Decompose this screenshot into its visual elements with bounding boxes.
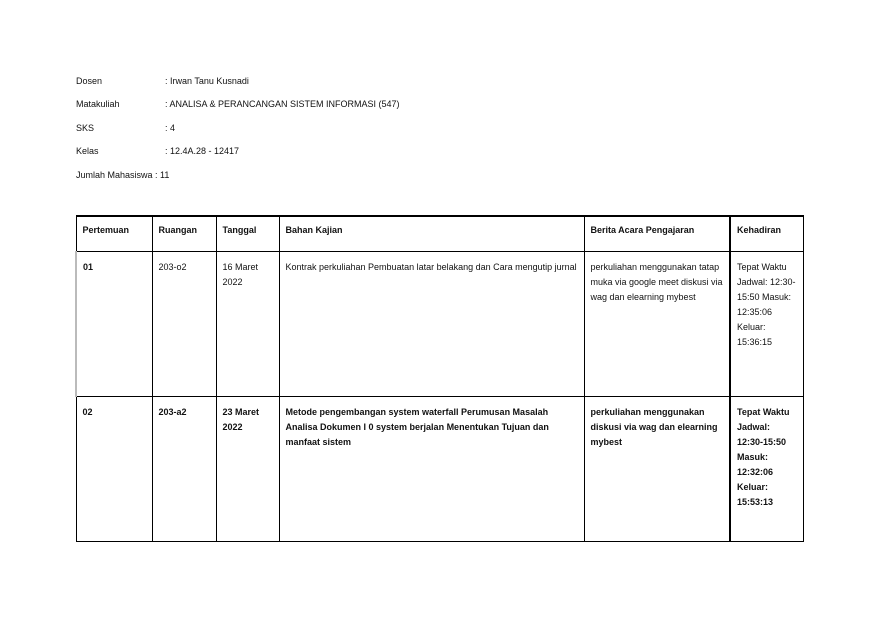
cell-berita-acara: perkuliahan menggunakan tatap muka via google meet diskusi via wag dan elearning mybest [584,252,730,397]
cell-tanggal: 23 Maret 2022 [216,397,279,542]
cell-kehadiran: Tepat Waktu Jadwal: 12:30-15:50 Masuk: 12:32:06 Keluar: 15:53:13 [730,397,803,542]
kelas-value: : 12.4A.28 - 12417 [165,146,240,156]
info-matakuliah [76,99,400,109]
cell-pertemuan: 01 [76,252,152,397]
table-row [76,397,803,542]
cell-bahan-kajian: Kontrak perkuliahan Pembuatan latar belakang dan Cara mengutip jurnal [279,252,584,397]
col-kehadiran: Kehadiran [730,216,803,252]
cell-kehadiran: Tepat Waktu Jadwal: 12:30-15:50 Masuk: 12:35:06 Keluar: 15:36:15 [730,252,803,397]
info-dosen [76,76,249,86]
col-pertemuan: Pertemuan [76,216,152,252]
sks-value: : 4 [165,123,176,133]
attendance-table [75,215,804,542]
info-kelas [76,146,240,156]
cell-ruangan: 203-o2 [152,252,216,397]
info-sks [76,123,176,133]
cell-tanggal: 16 Maret 2022 [216,252,279,397]
cell-berita-acara: perkuliahan menggunakan diskusi via wag dan elearning mybest [584,397,730,542]
table-row [76,252,803,397]
matakuliah-value: : ANALISA & PERANCANGAN SISTEM INFORMASI (547) [165,99,400,109]
info-jumlah-mahasiswa [76,170,169,180]
table-header-row [76,216,803,252]
jumlah-label: Jumlah Mahasiswa [76,170,153,180]
jumlah-value: : 11 [155,170,170,180]
sks-label: SKS [76,123,95,133]
dosen-label: Dosen [76,76,103,86]
col-berita-acara: Berita Acara Pengajaran [584,216,730,252]
col-tanggal: Tanggal [216,216,279,252]
dosen-value: : Irwan Tanu Kusnadi [165,76,249,86]
matakuliah-label: Matakuliah [76,99,120,109]
col-bahan-kajian: Bahan Kajian [279,216,584,252]
kelas-label: Kelas [76,146,99,156]
col-ruangan: Ruangan [152,216,216,252]
cell-ruangan: 203-a2 [152,397,216,542]
cell-pertemuan: 02 [76,397,152,542]
cell-bahan-kajian: Metode pengembangan system waterfall Perumusan Masalah Analisa Dokumen I 0 system berjalan Menentukan Tujuan dan manfaat sistem [279,397,584,542]
